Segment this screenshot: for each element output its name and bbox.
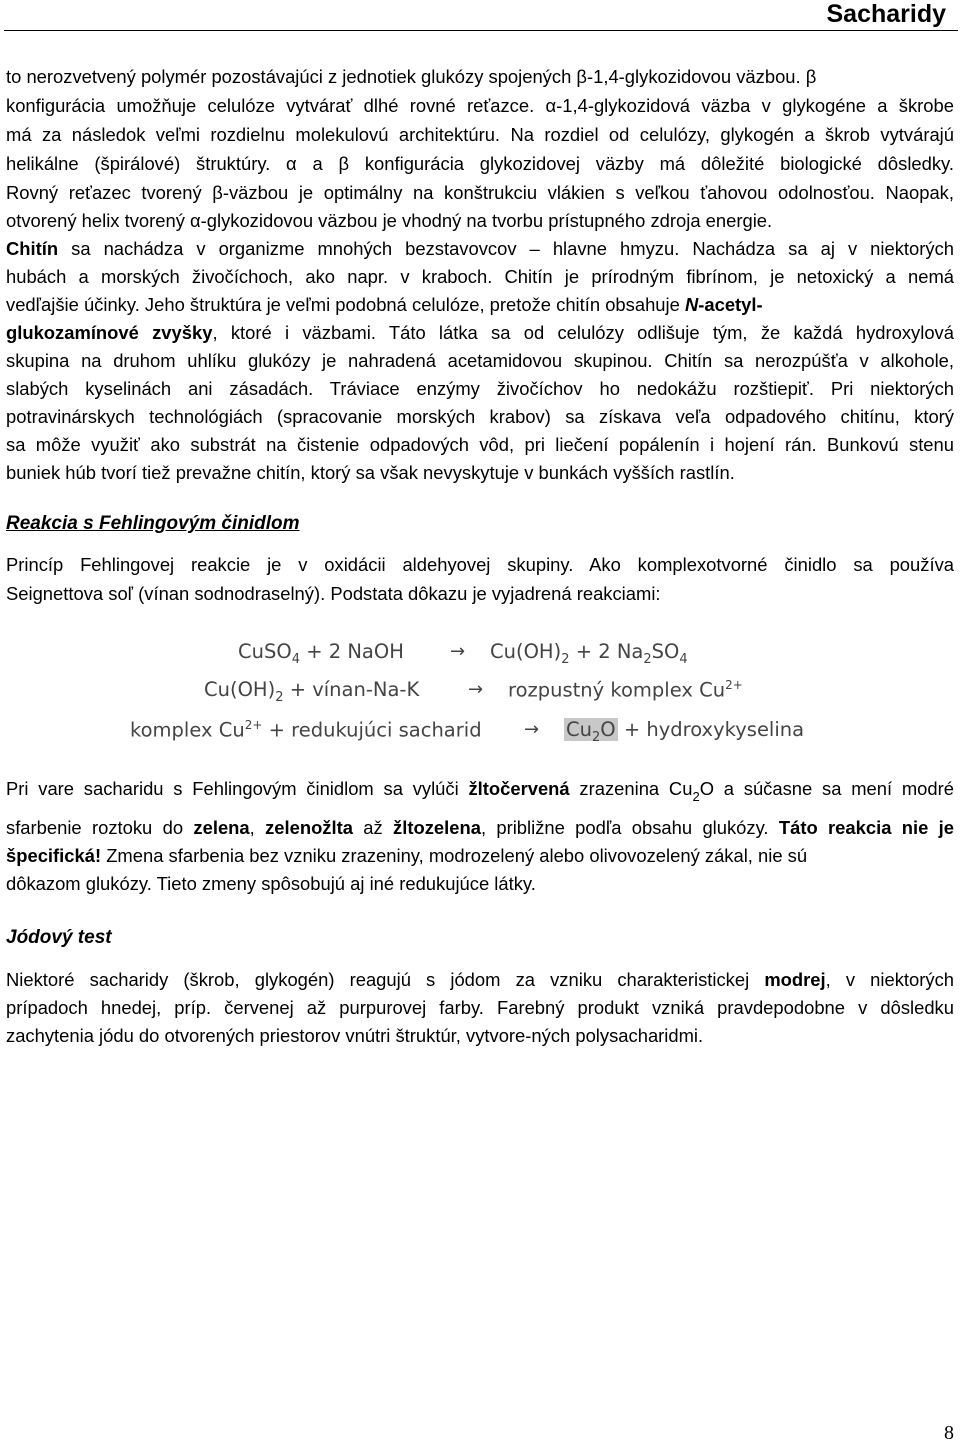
intro-line-2: konfigurácia umožňuje celulóze vytvárať dlhé rovné reťazce. α-1,4-glykozidová väzba v glykogéne a škrobe	[6, 95, 954, 116]
fehling-p1-line-1: Princíp Fehlingovej reakcie je v oxidácii aldehyovej skupiny. Ako komplexotvorné činidlo sa používa	[6, 554, 954, 575]
fehling-p1-line-2: Seignettova soľ (vínan sodnodraselný). Podstata dôkazu je vyjadrená reakciami:	[6, 583, 661, 604]
reaction-1-products: $Cu(OH)_2 + 2$ $Na_2SO_4$	[490, 640, 688, 667]
iodine-line-3: zachytenia jódu do otvorených priestorov vnútri štruktúr, vytvore-ných polysacharidmi.	[6, 1025, 704, 1046]
reaction-2-products: rozpustný komplex $Cu^{2+}$	[508, 678, 743, 702]
reaction-3-reactants: komplex $Cu^{2+}$ + redukujúci sacharid	[130, 718, 482, 742]
page-number: 8	[944, 1422, 954, 1444]
iodine-line-2: prípadoch hnedej, príp. červenej až purpurovej farby. Farebný produkt vzniká pravdepodobne v dôsledku	[6, 997, 954, 1018]
page-title: Sacharidy	[826, 0, 946, 28]
intro-line-15: buniek húb tvorí tiež prevažne chitín, ktorý sa však nevyskytuje v bunkách vyšších rastlín.	[6, 462, 735, 483]
fehling-p2-line-4: dôkazom glukózy. Tieto zmeny spôsobujú aj iné redukujúce látky.	[6, 873, 536, 894]
chitin-term: Chitín	[6, 238, 59, 259]
intro-line-10: glukozamínové zvyšky, ktoré i väzbami. Táto látka sa od celulózy odlišuje tým, že každá hydroxylová	[6, 322, 954, 343]
fehling-p2-line-2: sfarbenie roztoku do zelena, zelenožlta až žltozelena, približne podľa obsahu glukózy. Táto reakcia nie je	[6, 817, 954, 838]
intro-line-5: Rovný reťazec tvorený β-väzbou je optimálny na konštrukciu vlákien s veľkou ťahovou odolnosťou. Naopak,	[6, 182, 954, 203]
reaction-2-arrow: →	[468, 679, 484, 700]
intro-line-6: otvorený helix tvorený α-glykozidovou väzbou je vhodný na tvorbu prístupného zdroja energie.	[6, 210, 773, 231]
fehling-p2-line-3: špecifická! Zmena sfarbenia bez vzniku zrazeniny, modrozelený alebo olivovozelený zákal, nie sú	[6, 845, 808, 866]
intro-line-11: skupina na druhom uhlíku glukózy je nahradená acetamidovou skupinou. Chitín sa nerozpúšťa v alkohole,	[6, 350, 954, 371]
intro-line-7: Chitín sa nachádza v organizme mnohých bezstavovcov – hlavne hmyzu. Nachádza sa aj v niektorých	[6, 238, 954, 259]
iodine-heading: Jódový test	[6, 927, 112, 948]
reaction-1-arrow: →	[450, 641, 466, 662]
reaction-2-reactants: $Cu(OH)_2$ + vínan-Na-K	[204, 678, 420, 705]
intro-line-3: má za následok veľmi rozdielnu molekulovú architektúru. Na rozdiel od celulózy, glykogén a škrob vytvárajú	[6, 124, 954, 145]
fehling-heading: Reakcia s Fehlingovým činidlom	[6, 513, 300, 534]
fehling-p2-line-1: Pri vare sacharidu s Fehlingovým činidlom sa vylúči žltočervená zrazenina $Cu_2O$ a súčasne sa mení modré	[6, 778, 954, 804]
reaction-3-arrow: →	[524, 719, 540, 740]
intro-line-14: sa môže využiť ako substrát na čistenie odpadových vôd, pri liečení popálenín i hojení rán. Bunkovú stenu	[6, 434, 954, 455]
page-header	[0, 0, 960, 34]
intro-line-12: slabých kyselinách ani zásadách. Tráviace enzýmy živočíchov ho nedokážu rozštiepiť. Pri niektorých	[6, 378, 954, 399]
reaction-1-reactants: CuSO$_4$ + 2 NaOH	[238, 640, 404, 667]
intro-line-1: to nerozvetvený polymér pozostávajúci z jednotiek glukózy spojených β-1,4-glykozidovou väzbou. β	[6, 66, 817, 87]
intro-line-13: potravinárskych technológiách (spracovanie morských krabov) sa získava veľa odpadového chitínu, ktorý	[6, 406, 954, 427]
reaction-equations	[128, 634, 828, 746]
header-rule	[4, 30, 958, 31]
iodine-line-1: Niektoré sacharidy (škrob, glykogén) reagujú s jódom za vzniku charakteristickej modrej, v niektorých	[6, 969, 954, 990]
intro-line-4: helikálne (špirálové) štruktúry. α a β konfigurácia glykozidovej väzby má dôležité biologické dôsledky.	[6, 153, 954, 174]
intro-line-8: hubách a morských živočíchoch, ako napr. v kraboch. Chitín je prírodným fibrínom, je netoxický a nemá	[6, 266, 954, 287]
intro-line-9: vedľajšie účinky. Jeho štruktúra je veľmi podobná celulóze, pretože chitín obsahuje N-acetyl-	[6, 294, 763, 315]
reaction-3-products: $Cu_2O$ + hydroxykyselina	[566, 718, 805, 745]
cu2o-highlight: $Cu_2O$	[566, 718, 616, 745]
